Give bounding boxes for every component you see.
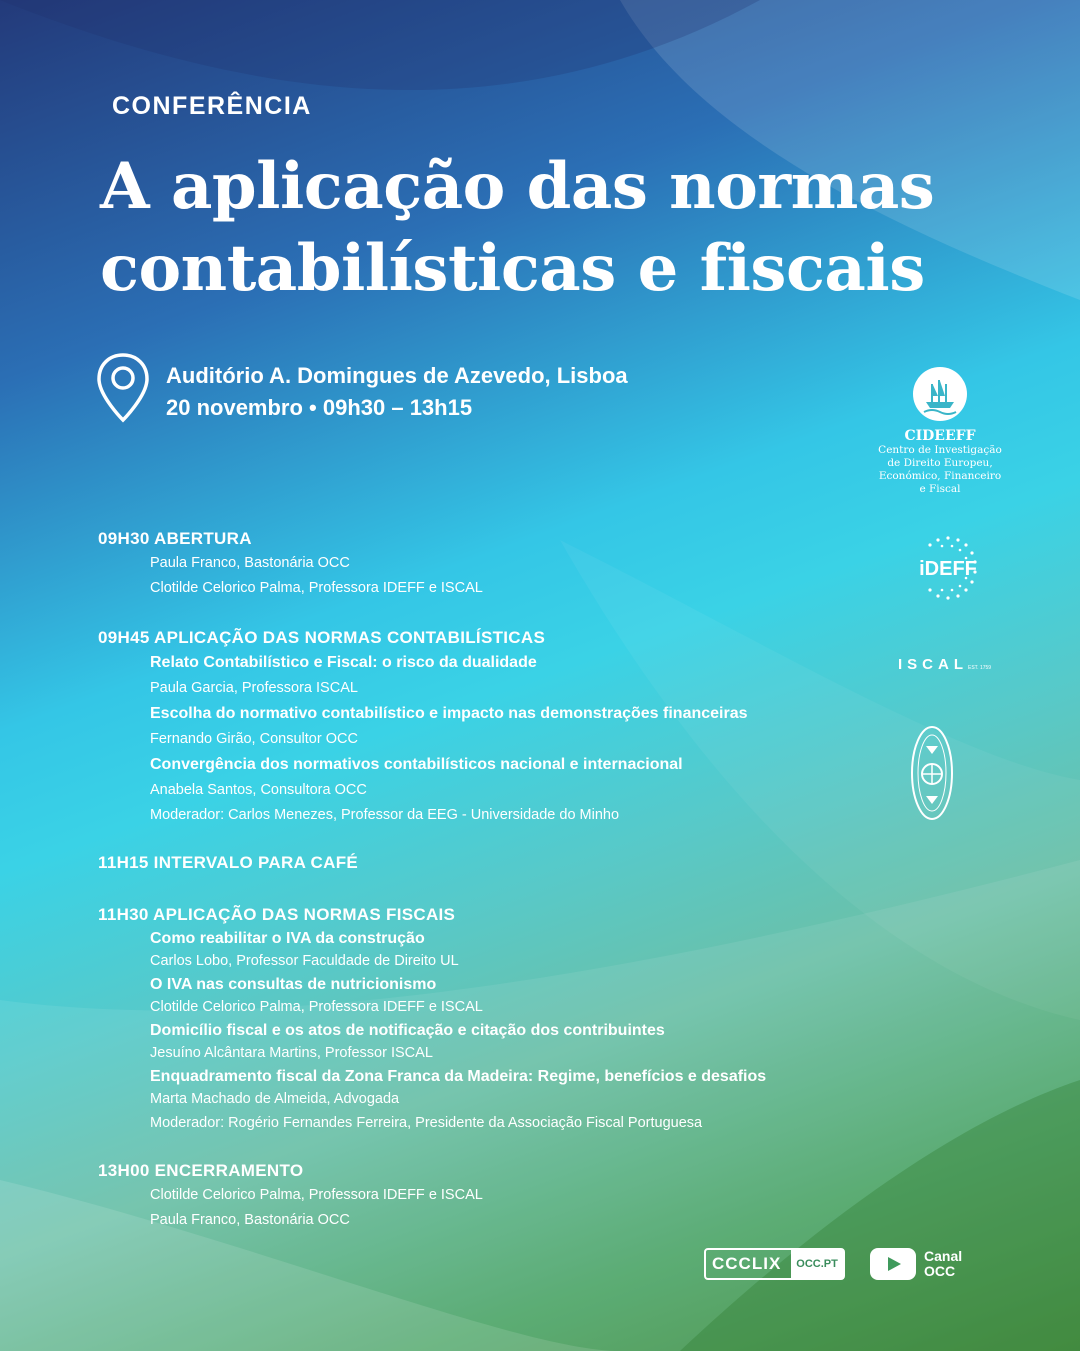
speaker: Paula Franco, Bastonária OCC xyxy=(150,1212,350,1228)
canal-occ-label xyxy=(924,1249,962,1279)
agenda-tax xyxy=(98,902,918,1136)
venue-info xyxy=(166,360,628,424)
cideeff-logo xyxy=(872,366,1008,496)
title-line-2: contabilísticas e fiscais xyxy=(100,231,925,306)
event-type-label: CONFERÊNCIA xyxy=(112,92,312,120)
ccclix-badge[interactable] xyxy=(704,1248,845,1280)
agenda-break xyxy=(98,850,918,875)
iscal-logo xyxy=(898,656,991,673)
agenda xyxy=(98,526,918,1233)
conference-title xyxy=(100,146,1000,310)
ideff-logo xyxy=(912,532,984,609)
canal-line: Canal xyxy=(924,1248,963,1264)
section-heading: 09H30 ABERTURA xyxy=(98,529,252,548)
ship-emblem-icon xyxy=(872,366,1008,422)
map-pin-icon xyxy=(96,352,150,429)
talk-title: Domicílio fiscal e os atos de notificação e citação dos contribuintes xyxy=(150,1022,665,1039)
moderator: Moderador: Rogério Fernandes Ferreira, Presidente da Associação Fiscal Portuguesa xyxy=(150,1115,703,1131)
speaker: Paula Franco, Bastonária OCC xyxy=(150,555,350,571)
cideeff-desc-line: Económico, Financeiro xyxy=(878,470,1002,482)
occ-line: OCC xyxy=(924,1263,956,1279)
canal-occ-badge[interactable] xyxy=(870,1248,962,1280)
agenda-closing xyxy=(98,1158,918,1233)
talk-title: Como reabilitar o IVA da construção xyxy=(150,930,425,947)
occ-seal-logo xyxy=(910,724,954,827)
venue-location: Auditório A. Domingues de Azevedo, Lisboa xyxy=(166,363,628,388)
venue-datetime: 20 novembro • 09h30 – 13h15 xyxy=(166,395,473,420)
cideeff-desc-line: e Fiscal xyxy=(919,483,961,495)
ccclix-wordmark: CCCLIX xyxy=(712,1254,782,1273)
speaker: Marta Machado de Almeida, Advogada xyxy=(150,1091,400,1107)
speaker: Clotilde Celorico Palma, Professora IDEFF e ISCAL xyxy=(150,1187,483,1203)
speaker: Clotilde Celorico Palma, Professora IDEFF e ISCAL xyxy=(150,999,483,1015)
section-heading: 13H00 ENCERRAMENTO xyxy=(98,1161,304,1180)
talk-title: Convergência dos normativos contabilísticos nacional e internacional xyxy=(150,756,683,773)
cideeff-desc-line: de Direito Europeu, xyxy=(887,457,993,469)
section-heading: 11H15 INTERVALO PARA CAFÉ xyxy=(98,853,359,872)
talk-title: Escolha do normativo contabilístico e impacto nas demonstrações financeiras xyxy=(150,705,748,722)
iscal-sub: EST. 1759 xyxy=(968,665,992,671)
speaker: Clotilde Celorico Palma, Professora IDEFF e ISCAL xyxy=(150,580,483,596)
talk-title: O IVA nas consultas de nutricionismo xyxy=(150,976,437,993)
speaker: Paula Garcia, Professora ISCAL xyxy=(150,680,358,696)
section-heading: 11H30 APLICAÇÃO DAS NORMAS FISCAIS xyxy=(98,905,456,924)
play-icon xyxy=(870,1248,916,1280)
talk-title: Relato Contabilístico e Fiscal: o risco da dualidade xyxy=(150,654,537,671)
speaker: Fernando Girão, Consultor OCC xyxy=(150,731,358,747)
cideeff-name: CIDEEFF xyxy=(904,428,976,444)
title-line-1: A aplicação das normas xyxy=(100,149,935,224)
moderator: Moderador: Carlos Menezes, Professor da EEG - Universidade do Minho xyxy=(150,807,620,823)
agenda-accounting xyxy=(98,625,918,828)
section-heading: 09H45 APLICAÇÃO DAS NORMAS CONTABILÍSTICAS xyxy=(98,628,546,647)
cideeff-desc-line: Centro de Investigação xyxy=(878,444,1002,456)
ccclix-site: OCC.PT xyxy=(791,1250,843,1278)
iscal-wordmark: ISCAL xyxy=(898,656,968,673)
speaker: Jesuíno Alcântara Martins, Professor ISCAL xyxy=(150,1045,433,1061)
speaker: Carlos Lobo, Professor Faculdade de Direito UL xyxy=(150,953,459,969)
ideff-wordmark: iDEFF xyxy=(919,558,977,580)
talk-title: Enquadramento fiscal da Zona Franca da Madeira: Regime, benefícios e desafios xyxy=(150,1068,767,1085)
cideeff-description xyxy=(872,444,1008,496)
agenda-opening xyxy=(98,526,918,601)
speaker: Anabela Santos, Consultora OCC xyxy=(150,782,367,798)
